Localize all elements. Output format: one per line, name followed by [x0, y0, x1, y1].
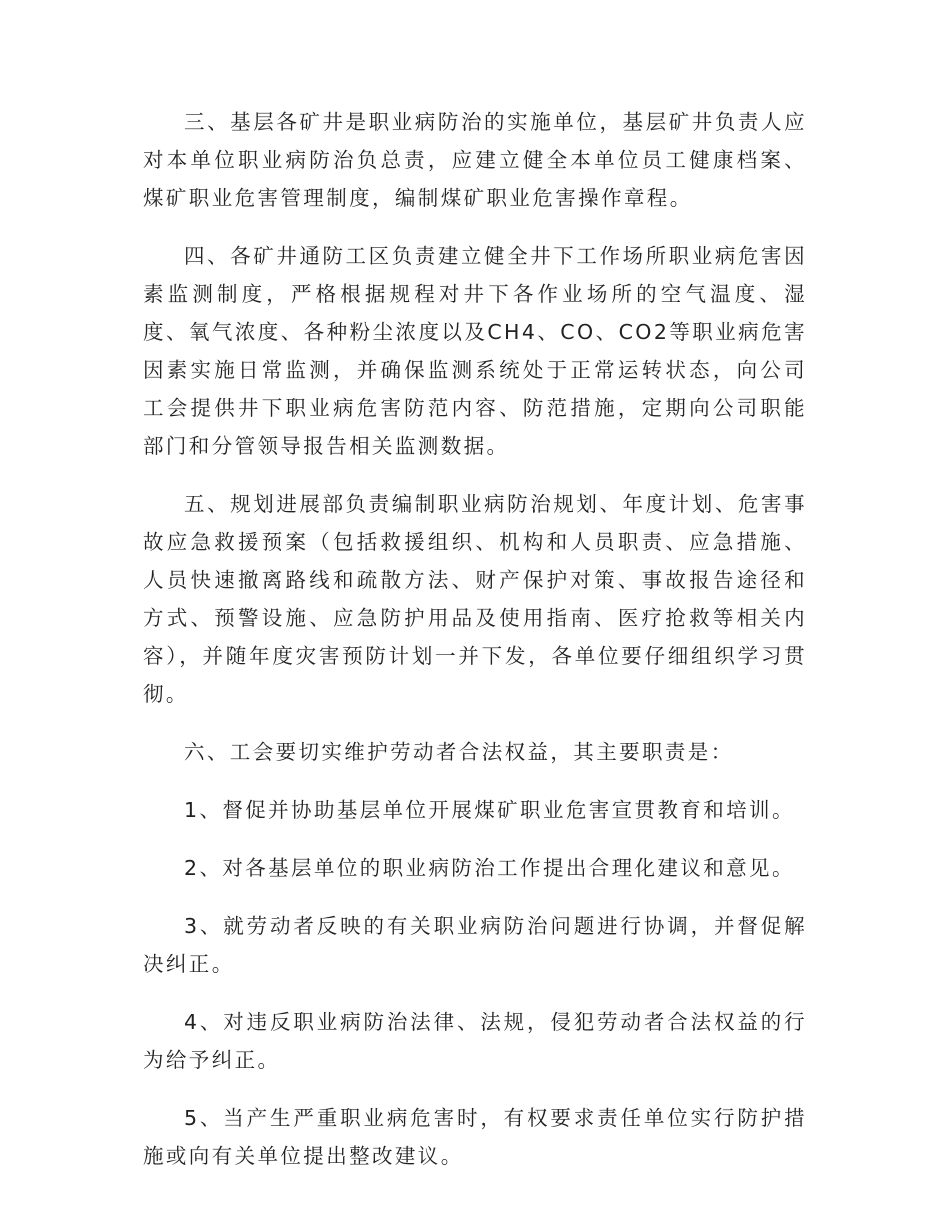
list-item-5: 5、当产生严重职业病危害时，有权要求责任单位实行防护措施或向有关单位提出整改建议。: [143, 1106, 807, 1168]
document-body: [143, 103, 807, 1195]
list-item-1: 1、督促并协助基层单位开展煤矿职业危害宣贯教育和培训。: [184, 798, 795, 822]
paragraph-4: 四、各矿井通防工区负责建立健全井下工作场所职业病危害因素监测制度，严格根据规程对井下各作业场所的空气温度、湿度、氧气浓度、各种粉尘浓度以及CH4、CO、CO2等职业病危害因素实施日常监测，并确保监测系统处于正常运转状态，向公司工会提供井下职业病危害防范内容、防范措施，定期向公司职能部门和分管领导报告相关监测数据。: [143, 244, 807, 458]
list-item-4: 4、对违反职业病防治法律、法规，侵犯劳动者合法权益的行为给予纠正。: [143, 1010, 807, 1072]
paragraph-6: 六、工会要切实维护劳动者合法权益，其主要职责是：: [184, 740, 734, 764]
list-item-3: 3、就劳动者反映的有关职业病防治问题进行协调，并督促解决纠正。: [143, 914, 807, 976]
paragraph-3: 三、基层各矿井是职业病防治的实施单位，基层矿井负责人应对本单位职业病防治负总责，应建立健全本单位员工健康档案、煤矿职业危害管理制度，编制煤矿职业危害操作章程。: [143, 110, 807, 210]
list-item-2: 2、对各基层单位的职业病防治工作提出合理化建议和意见。: [184, 856, 795, 880]
paragraph-5: 五、规划进展部负责编制职业病防治规划、年度计划、危害事故应急救援预案（包括救援组织、机构和人员职责、应急措施、人员快速撤离路线和疏散方法、财产保护对策、事故报告途径和方式、预警设施、应急防护用品及使用指南、医疗抢救等相关内容），并随年度灾害预防计划一并下发，各单位要仔细组织学习贯彻。: [143, 492, 807, 706]
